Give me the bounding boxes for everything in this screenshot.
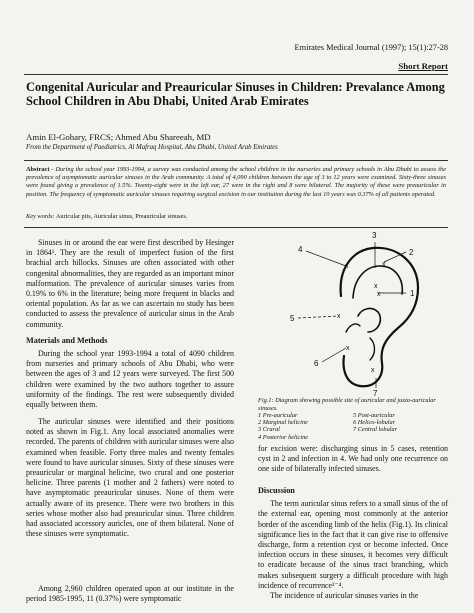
methods-paragraph-2: The auricular sinuses were identified and their positions noted as shown in Fig.1. Any local associated anomalies were recorded. The parents of children with auricular sinuses were also examined when feasible. Forty three males and twenty females were found to have auricular sinuses. Sixty of these sinuses were preauricular or marginal helicine, two crural and one posterior helicine. Three parents (1 mother and 2 fathers) were noted to have asymptomatic preauricular sinuses. None of them were actually aware of its presence. There were two brothers in this series whose mother also had preauricular sinus. Three children had associated accessory auricles, one of them bilateral. None of these sinuses were symptomatic.	[26, 417, 234, 539]
ear-tragus	[346, 324, 360, 332]
legend-item-5: 5 Post-auricular	[353, 412, 395, 419]
results-paragraph: for excision were: discharging sinus in 5 cases, retention cyst in 2 and infection in 4. We had only one recurrence on one side of bilaterally infected sinuses.	[258, 444, 448, 474]
figure-legend	[258, 412, 448, 441]
sinus-mark-4: x	[345, 263, 349, 270]
journal-reference: Emirates Medical Journal (1997); 15(1):27-28	[294, 43, 448, 52]
diagram-label-6: 6	[314, 359, 319, 368]
affiliation: From the Department of Paediatrics, Al Mafraq Hospital, Abu Dhabi, United Arab Emirates	[26, 144, 278, 151]
results-continued	[258, 444, 448, 475]
discussion-paragraph-2: The incidence of auricular sinuses varies in the	[270, 591, 419, 601]
leader-line-4	[306, 251, 346, 266]
intro-paragraph: Sinuses in or around the ear were first described by Hesinger in 1864¹. They are the result of imperfect fusion of the first brachial arch hillocks. Sinuses are often associated with other congenital abnormalities, they are regarded as an important minor malformation. The prevalence of auricular sinuses varies from 0.19% to 6% in the literature; being more frequent in blacks and oriental population. As far as we can ascertain no study has been conducted to assess the prevalence of auricular sinus in the Arab community.	[26, 238, 234, 329]
methods-paragraph-3: Among 2,960 children operated upon at our institute in the period 1985-1995, 11 (0.37%) were symptomatic	[26, 584, 234, 604]
sinus-mark-7: x	[371, 367, 375, 374]
keywords-label: Key words:	[26, 213, 55, 220]
ear-helix-outline	[341, 248, 418, 386]
diagram-label-1: 1	[410, 289, 415, 298]
legend-item-4: 4 Posterior helicine	[258, 433, 309, 441]
abstract-text: - During the school year 1993-1994, a survey was conducted among the school children in the nurseries and primary schools in Abu Dhabi to assess the prevalence of asymptomatic auricular sinuses in the Arab community. A total of 4,090 children between the age of 3 to 12 years were examined. Sixty-three sinuses were found giving a prevalence of 1.5%. Twenty-eight were in the left ear, 27 were in the right and 8 were bilateral. The majority of these were preauricular in position. The frequency of symptomatic auricular sinuses requiring surgical excision in our institution during the last 10 years was 0.37% of all patients operated.	[26, 166, 446, 198]
abstract	[26, 166, 446, 199]
legend-item-1: 1 Pre-auricular	[258, 412, 298, 419]
keywords-text: Auricular pits, Auricular sinus, Preauricular sinuses.	[54, 213, 188, 220]
leader-line-6	[322, 348, 346, 362]
discussion-section	[258, 480, 448, 601]
ear-diagram	[258, 228, 448, 396]
intro-section	[26, 238, 234, 410]
legend-item-2: 2 Marginal helicine	[258, 419, 308, 427]
abstract-label: Abstract	[26, 166, 50, 173]
authors: Amin El-Gohary, FRCS; Ahmed Abu Shareeah, MD	[26, 132, 211, 142]
diagram-label-2: 2	[409, 248, 414, 257]
leader-line-5	[298, 316, 338, 318]
discussion-heading: Discussion	[258, 486, 295, 495]
section-label: Short Report	[398, 61, 448, 71]
methods-section-end	[26, 584, 234, 604]
abstract-rule	[24, 160, 448, 161]
methods-paragraph-1: During the school year 1993-1994 a total of 4090 children from nurseries and primary schools of Abu Dhabi, who were between the ages of 3 and 12 years were surveyed. The first 500 children were examined by the two authors together to assure uniformity of the findings. The rest were subsequently divided equally between them.	[26, 349, 234, 410]
figure-caption: Fig.1: Diagram showing possible site of auricular and juxta-auricular sinuses.	[258, 397, 436, 412]
diagram-label-5: 5	[290, 314, 295, 323]
keywords	[26, 213, 446, 220]
header-rule	[24, 74, 448, 75]
methods-heading: Materials and Methods	[26, 335, 108, 345]
sinus-mark-1: x	[377, 291, 381, 298]
sinus-mark-5: x	[337, 313, 341, 320]
sinus-mark-3: x	[374, 283, 378, 290]
diagram-label-4: 4	[298, 245, 303, 254]
methods-section-continued	[26, 417, 234, 539]
sinus-mark-6: x	[346, 345, 350, 352]
legend-item-7: 7 Central lobular	[353, 426, 398, 434]
ear-concha	[358, 309, 380, 332]
article-title: Congenital Auricular and Preauricular Sinuses in Children: Prevalance Among School Children in Abu Dhabi, United Arab Emirates	[26, 80, 445, 108]
discussion-paragraph-1: The term auricular sinus refers to a small sinus of the of the external ear, opening most commonly at the anterior border of the ascending limb of the helix (Fig.1). Its clinical significance lies in the fact that it can give rise to offensive discharge, form a retention cyst or become infected. Once infection occurs in these sinuses, it becomes very difficult to eradicate because of the sinus tract branching, which makes subsequent surgery a difficult procedure with high incidence of recurrence³⁻⁴.	[258, 499, 448, 590]
legend-item-6: 6 Helico-lobular	[353, 419, 396, 427]
diagram-label-7: 7	[373, 389, 378, 396]
sinus-mark-2: x	[382, 261, 386, 268]
legend-item-3: 3 Crural	[258, 426, 280, 434]
ear-antitragus	[370, 338, 375, 360]
diagram-label-3: 3	[372, 231, 377, 240]
